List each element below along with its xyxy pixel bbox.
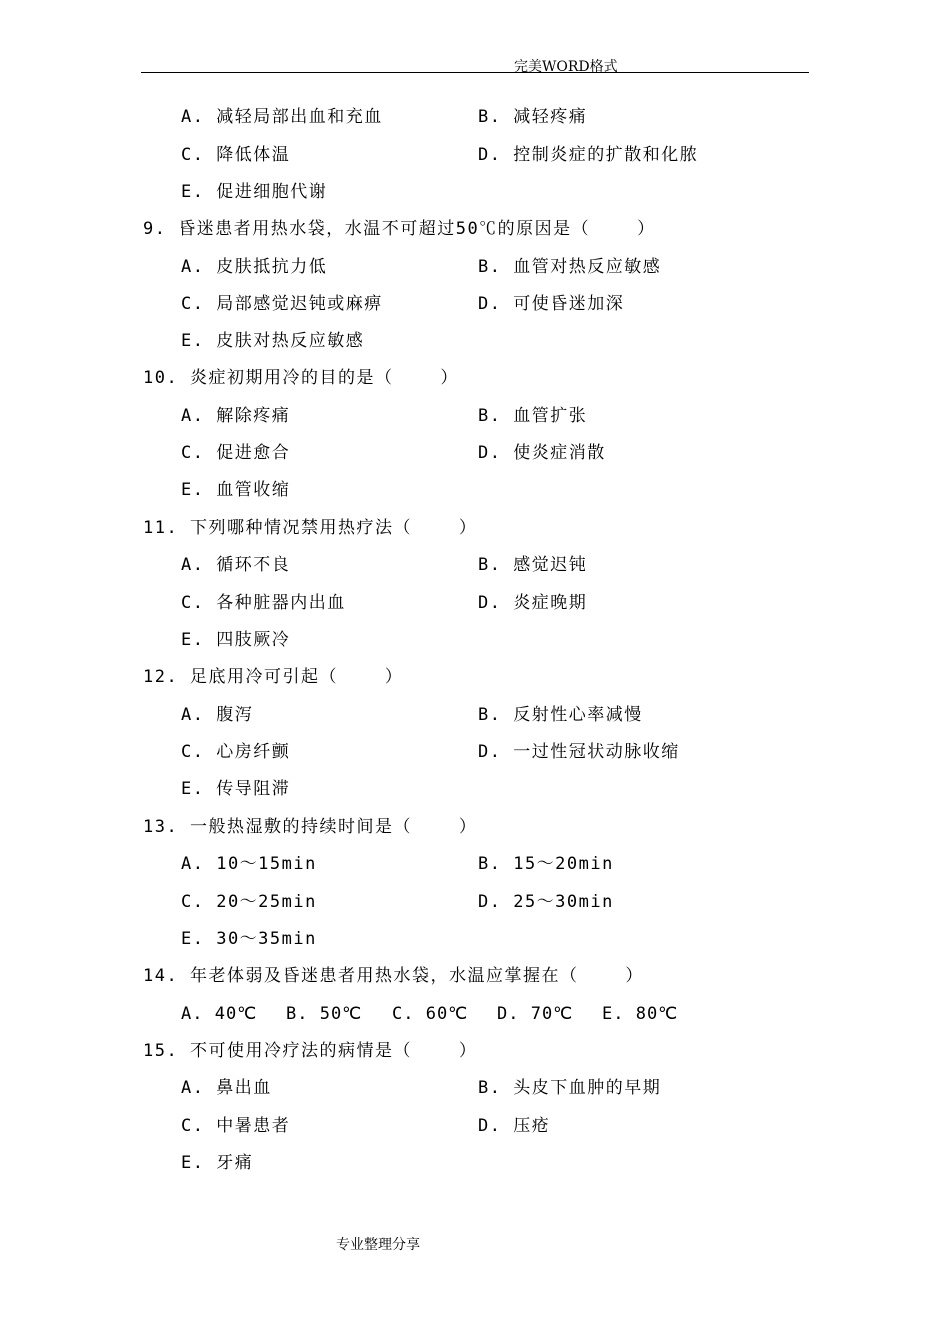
q11-option-a: A. 循环不良	[181, 555, 291, 575]
q15-option-c: C. 中暑患者	[181, 1116, 291, 1136]
q10-option-d: D. 使炎症消散	[478, 443, 606, 463]
q13-option-b: B. 15～20min	[478, 854, 614, 874]
q8-option-b: B. 减轻疼痛	[478, 107, 588, 127]
q12-option-b: B. 反射性心率减慢	[478, 705, 643, 725]
q13-option-e: E. 30～35min	[181, 929, 317, 949]
q9-option-a: A. 皮肤抵抗力低	[181, 257, 328, 277]
page-footer: 专业整理分享	[336, 1237, 420, 1253]
q12-option-c: C. 心房纤颤	[181, 742, 291, 762]
q11-stem: 11. 下列哪种情况禁用热疗法（ ）	[143, 518, 478, 538]
q14-option-c: C. 60℃	[392, 1004, 469, 1024]
q15-option-a: A. 鼻出血	[181, 1078, 272, 1098]
q12-option-e: E. 传导阻滞	[181, 779, 291, 799]
page-header: 完美WORD格式	[514, 59, 618, 75]
q14-option-d: D. 70℃	[497, 1004, 574, 1024]
q14-option-a: A. 40℃	[181, 1004, 258, 1024]
q9-option-d: D. 可使昏迷加深	[478, 294, 625, 314]
q13-stem: 13. 一般热湿敷的持续时间是（ ）	[143, 817, 478, 837]
q14-option-e: E. 80℃	[602, 1004, 679, 1024]
q10-option-c: C. 促进愈合	[181, 443, 291, 463]
q10-stem: 10. 炎症初期用冷的目的是（ ）	[143, 368, 459, 388]
q15-option-b: B. 头皮下血肿的早期	[478, 1078, 662, 1098]
q10-option-b: B. 血管扩张	[478, 406, 588, 426]
q9-option-e: E. 皮肤对热反应敏感	[181, 331, 365, 351]
q11-option-c: C. 各种脏器内出血	[181, 593, 346, 613]
q14-option-b: B. 50℃	[286, 1004, 363, 1024]
q11-option-e: E. 四肢厥冷	[181, 630, 291, 650]
q8-option-e: E. 促进细胞代谢	[181, 182, 328, 202]
q9-option-c: C. 局部感觉迟钝或麻痹	[181, 294, 383, 314]
q15-option-e: E. 牙痛	[181, 1153, 254, 1173]
header-rule	[141, 72, 809, 73]
q9-stem: 9. 昏迷患者用热水袋，水温不可超过50℃的原因是（ ）	[143, 219, 656, 239]
q13-option-a: A. 10～15min	[181, 854, 317, 874]
q14-stem: 14. 年老体弱及昏迷患者用热水袋，水温应掌握在（ ）	[143, 966, 644, 986]
q11-option-d: D. 炎症晚期	[478, 593, 588, 613]
q12-stem: 12. 足底用冷可引起（ ）	[143, 667, 404, 687]
q10-option-e: E. 血管收缩	[181, 480, 291, 500]
q15-stem: 15. 不可使用冷疗法的病情是（ ）	[143, 1041, 478, 1061]
q12-option-d: D. 一过性冠状动脉收缩	[478, 742, 680, 762]
q11-option-b: B. 感觉迟钝	[478, 555, 588, 575]
q13-option-d: D. 25～30min	[478, 892, 614, 912]
q8-option-d: D. 控制炎症的扩散和化脓	[478, 145, 699, 165]
q8-option-a: A. 减轻局部出血和充血	[181, 107, 383, 127]
q10-option-a: A. 解除疼痛	[181, 406, 291, 426]
q12-option-a: A. 腹泻	[181, 705, 254, 725]
q8-option-c: C. 降低体温	[181, 145, 291, 165]
q15-option-d: D. 压疮	[478, 1116, 551, 1136]
q9-option-b: B. 血管对热反应敏感	[478, 257, 662, 277]
q13-option-c: C. 20～25min	[181, 892, 317, 912]
